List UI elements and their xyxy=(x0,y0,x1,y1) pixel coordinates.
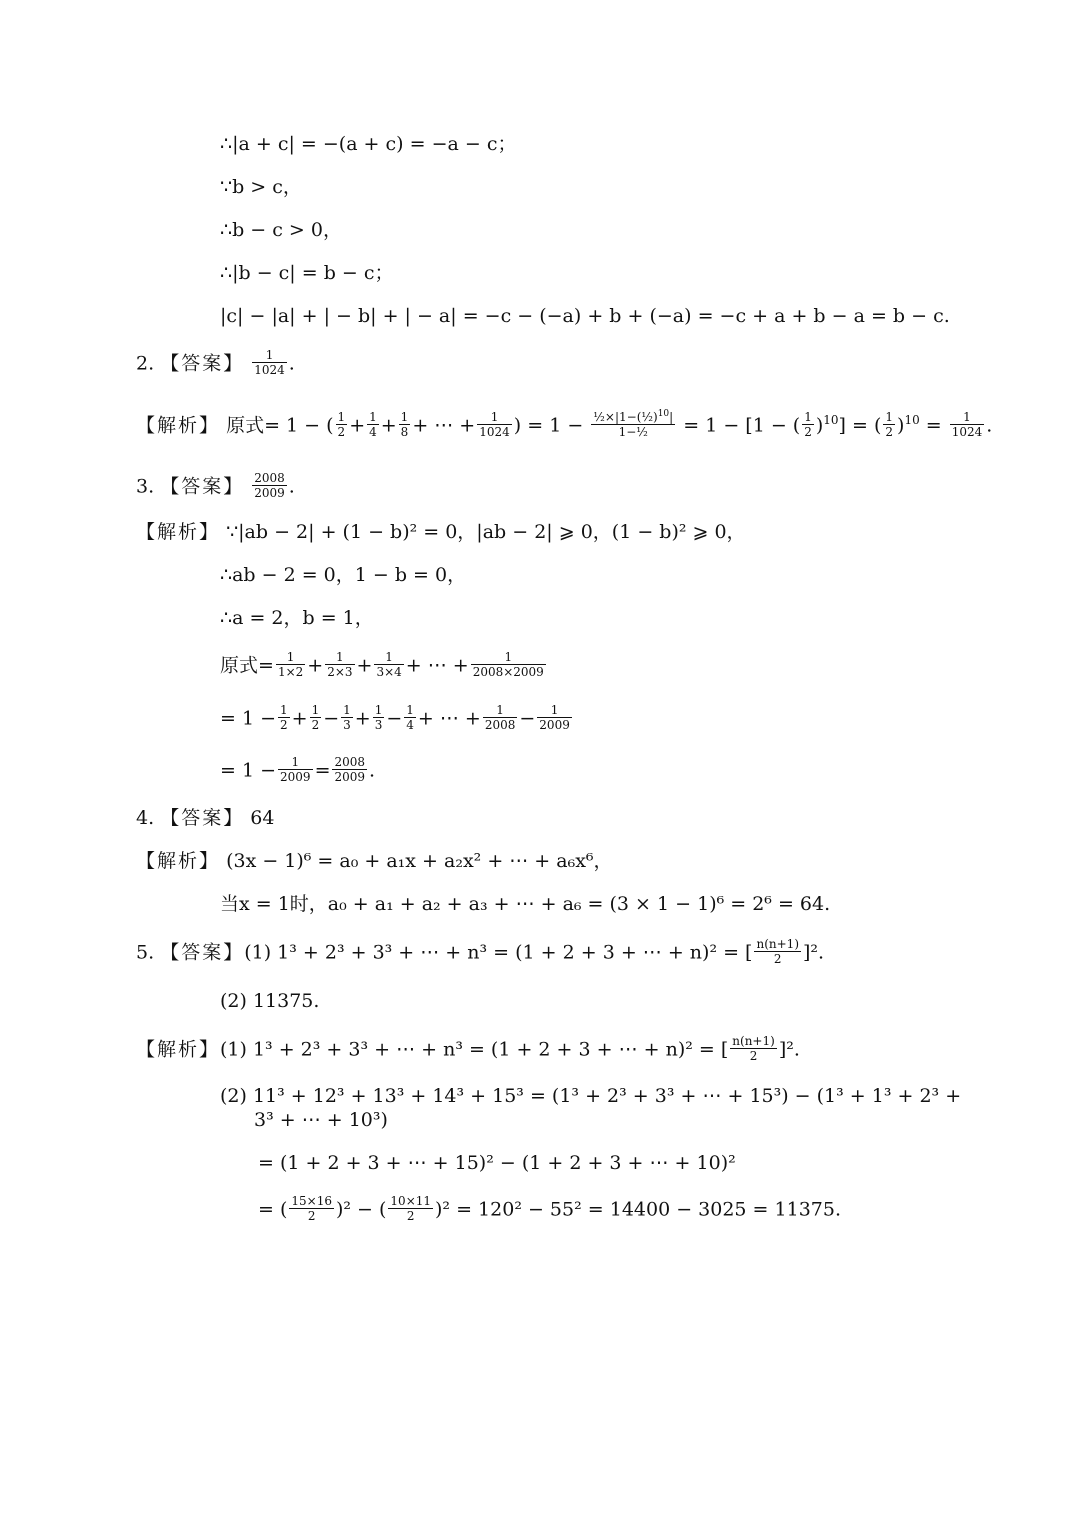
solution-line: (3x − 1)⁶ = a₀ + a₁x + a₂x² + ⋯ + a₆x⁶， xyxy=(226,850,613,872)
solution-line: ∴b − c > 0， xyxy=(220,219,342,241)
solution-line: (2) 11³ + 12³ + 13³ + 14³ + 15³ = (1³ + 2³ + 3³ + ⋯ + 15³) − (1³ + 1³ + 2³ + xyxy=(220,1085,962,1107)
question-number: 4. xyxy=(136,807,155,829)
solution-line: |c| − |a| + | − b| + | − a| = −c − (−a) + b + (−a) = −c + a + b − a = b − c. xyxy=(220,305,950,327)
q2-analysis: 【解析】 原式= 1 − ( $\frac{1}{2}$ + $\frac{1}{4}$ + $\frac{1}{8}$ + ⋯ + $\frac{1}{1024}$ ) = 1 − $\frac{\frac{1}{2}\times|1-(\frac{1}{2})^{10}|}{\text{1−½}}$ = 1 − [1 − ( $\frac{1}{2}$ )$^{10}$] = ( $\frac{1}{2}$ )$^{10}$ = $\frac{1}{1024}$ . xyxy=(136,409,993,439)
q5-answer-line1: 5. 【答案】(1) 1³ + 2³ + 3³ + ⋯ + n³ = (1 + 2 + 3 + ⋯ + n)² = [ $\frac{n(n+1)}{2}$ ]². xyxy=(136,937,825,966)
q4-answer xyxy=(136,805,274,831)
q5-answer-line2: (2) 11375. xyxy=(220,990,320,1012)
nested-fraction: $\frac{\frac{1}{2}\times|1-(\frac{1}{2})^{10}|}{\text{1−½}}$ xyxy=(593,409,674,439)
solution-line: ∴|a + c| = −(a + c) = −a − c； xyxy=(220,133,517,155)
answer-fraction: $\frac{1}{1024}$ xyxy=(254,348,285,377)
solution-line: ∵|ab − 2| + (1 − b)² = 0，|ab − 2| ⩾ 0，(1 − b)² ⩾ 0， xyxy=(226,521,746,543)
analysis-tag: 【解析】 xyxy=(136,850,221,872)
solution-line: ∵b > c， xyxy=(220,176,302,198)
telescoping-expansion: = 1 − $\frac{1}{2}$ + $\frac{1}{2}$ − $\frac{1}{3}$ + $\frac{1}{3}$ − $\frac{1}{4}$ + ⋯ + $\frac{1}{2008}$ − $\frac{1}{2009}$ xyxy=(220,703,570,732)
q2-answer: 2. 【答案】 $\frac{1}{1024}$ . xyxy=(136,348,295,377)
analysis-tag: 【解析】 xyxy=(136,414,221,437)
solution-line: 当x = 1时，a₀ + a₁ + a₂ + a₃ + ⋯ + a₆ = (3 × 1 − 1)⁶ = 2⁶ = 64. xyxy=(220,893,831,915)
answer-tag: 【答案】 xyxy=(160,807,245,829)
q4-analysis-line1 xyxy=(136,848,613,874)
orig-label: 原式 xyxy=(220,654,259,677)
question-number: 5. xyxy=(136,941,155,964)
solution-line: ∴|b − c| = b − c； xyxy=(220,262,394,284)
q3-analysis-line1 xyxy=(136,519,746,545)
final-computation: = ( $\frac{15\times 16}{2}$ )² − ( $\frac{10\times 11}{2}$ )² = 120² − 55² = 14400 − 3025 = 11375. xyxy=(258,1194,842,1223)
solution-line: ∴a = 2，b = 1， xyxy=(220,607,374,629)
answer-tag: 【答案】 xyxy=(160,475,245,498)
answer-value: 64 xyxy=(250,807,275,829)
answer-tag: 【答案】 xyxy=(160,941,245,964)
q3-answer: 3. 【答案】 $\frac{2008}{2009}$ . xyxy=(136,471,295,500)
solution-line: 3³ + ⋯ + 10³) xyxy=(254,1109,388,1131)
solution-line: ∴ab − 2 = 0，1 − b = 0， xyxy=(220,564,467,586)
answer-tag: 【答案】 xyxy=(160,352,245,375)
telescoping-result: = 1 − $\frac{1}{2009}$ = $\frac{2008}{2009}$ . xyxy=(220,755,376,784)
analysis-tag: 【解析】 xyxy=(136,521,221,543)
solution-line: = (1 + 2 + 3 + ⋯ + 15)² − (1 + 2 + 3 + ⋯ + 10)² xyxy=(258,1152,736,1174)
question-number: 2. xyxy=(136,352,155,375)
analysis-formula: (1) 1³ + 2³ + 3³ + ⋯ + n³ = (1 + 2 + 3 + ⋯ + n)² = [ xyxy=(220,1038,729,1061)
telescoping-sum: 原式= $\frac{1}{1\times 2}$ + $\frac{1}{2\times 3}$ + $\frac{1}{3\times 4}$ + ⋯ + $\frac{1}{2008\times 2009}$ xyxy=(220,650,544,679)
answer-formula: (1) 1³ + 2³ + 3³ + ⋯ + n³ = (1 + 2 + 3 + ⋯ + n)² = [ xyxy=(244,941,753,964)
question-number: 3. xyxy=(136,475,155,498)
orig-label: 原式 xyxy=(226,414,265,437)
answer-fraction: $\frac{2008}{2009}$ xyxy=(254,471,285,500)
analysis-tag: 【解析】 xyxy=(136,1038,221,1061)
q5-analysis-line1: 【解析】(1) 1³ + 2³ + 3³ + ⋯ + n³ = (1 + 2 + 3 + ⋯ + n)² = [ $\frac{n(n+1)}{2}$ ]². xyxy=(136,1034,800,1063)
